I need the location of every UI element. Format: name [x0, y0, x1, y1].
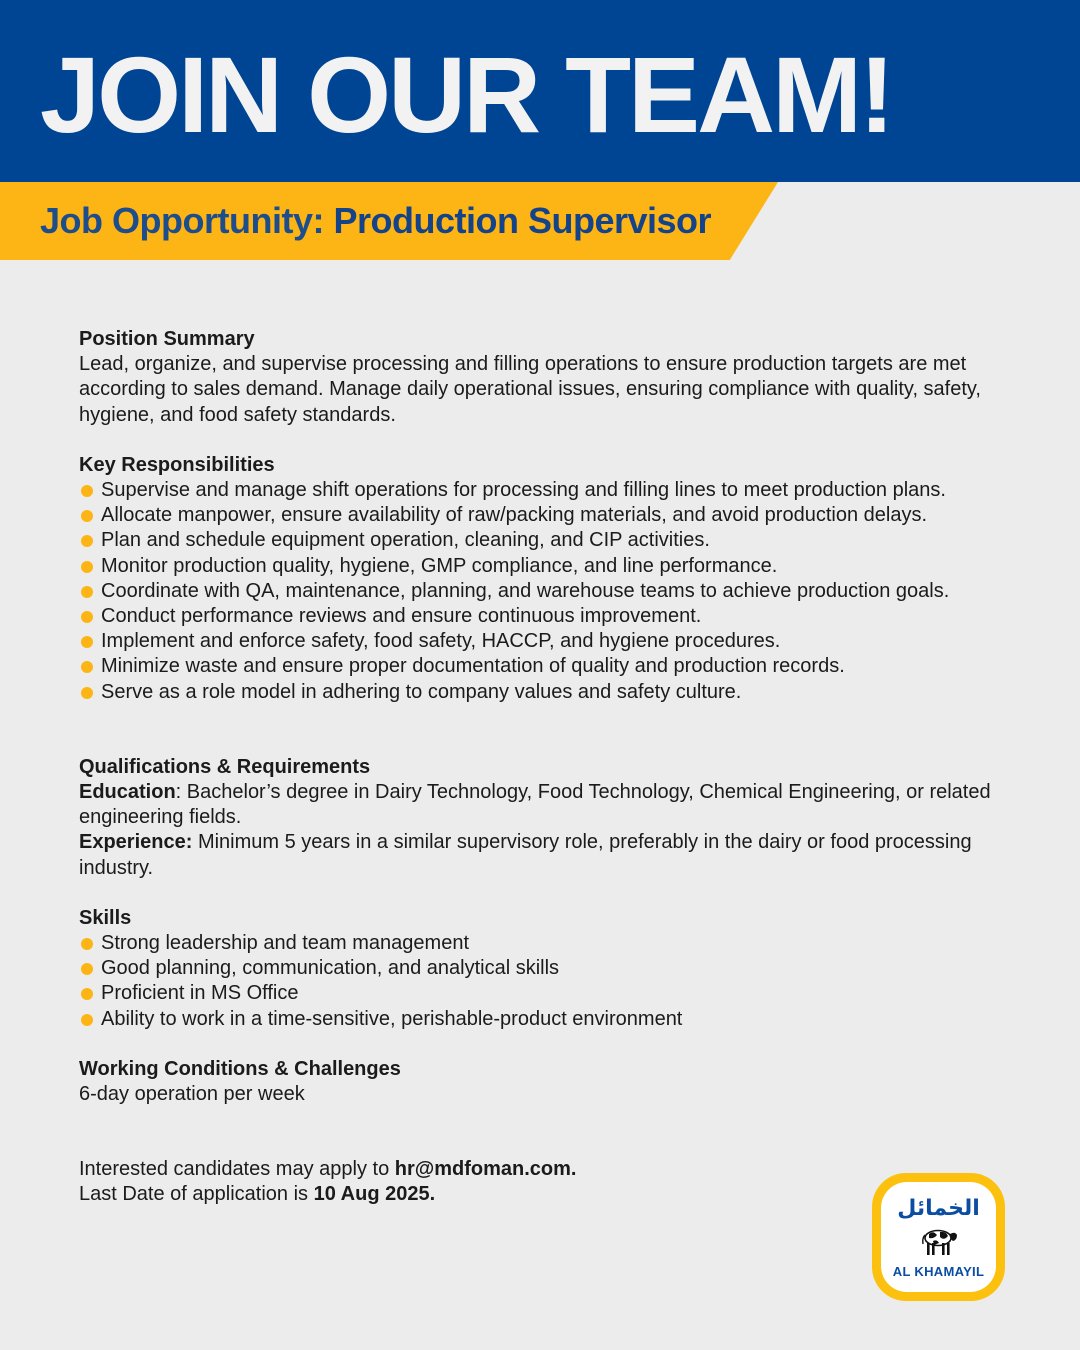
company-logo [872, 1173, 1005, 1301]
apply-email: hr@mdfoman.com. [394, 1158, 577, 1181]
list-item: Strong leadership and team management [79, 931, 1019, 956]
cow-icon [919, 1224, 959, 1258]
bullet-icon [81, 1014, 93, 1026]
job-title-prefix: Job Opportunity: [40, 200, 334, 241]
list-item: Supervise and manage shift operations for processing and filling lines to meet production plans. [79, 478, 1019, 503]
job-description [79, 327, 1019, 1208]
list-item: Implement and enforce safety, food safety, HACCP, and hygiene procedures. [79, 629, 1019, 654]
list-item: Proficient in MS Office [79, 981, 1019, 1006]
list-item: Monitor production quality, hygiene, GMP compliance, and line performance. [79, 554, 1019, 579]
experience-label: Experience: [79, 831, 193, 854]
bullet-icon [81, 963, 93, 975]
bullet-icon [81, 485, 93, 497]
list-item: Ability to work in a time-sensitive, perishable-product environment [79, 1007, 1019, 1032]
list-item: Allocate manpower, ensure availability of raw/packing materials, and avoid production delays. [79, 503, 1019, 528]
job-title [40, 199, 711, 243]
headline: JOIN OUR TEAM! [40, 34, 893, 155]
bullet-icon [81, 611, 93, 623]
skills-list [79, 931, 1019, 1032]
bullet-icon [81, 586, 93, 598]
education-label: Education [79, 781, 176, 804]
bullet-icon [81, 988, 93, 1000]
list-item: Good planning, communication, and analytical skills [79, 956, 1019, 981]
list-item: Conduct performance reviews and ensure continuous improvement. [79, 604, 1019, 629]
education-text: Education: Bachelor’s degree in Dairy Technology, Food Technology, Chemical Engineering, or related engineering fields. [79, 781, 991, 829]
responsibilities-heading: Key Responsibilities [79, 453, 275, 476]
list-item: Minimize waste and ensure proper documentation of quality and production records. [79, 654, 1019, 679]
bullet-icon [81, 510, 93, 522]
apply-line: Interested candidates may apply to hr@mdfoman.com. [79, 1158, 577, 1181]
position-summary-text: Lead, organize, and supervise processing and filling operations to ensure production targets are met according to sales demand. Manage daily operational issues, ensuring compliance with quality, safety, hygiene, and food safety standards. [79, 353, 981, 426]
list-item: Serve as a role model in adhering to company values and safety culture. [79, 680, 1019, 705]
logo-english-name: AL KHAMAYIL [892, 1264, 985, 1279]
responsibilities-list [79, 478, 1019, 705]
bullet-icon [81, 535, 93, 547]
qualifications-heading: Qualifications & Requirements [79, 755, 371, 778]
bullet-icon [81, 938, 93, 950]
deadline-date: 10 Aug 2025. [313, 1183, 436, 1206]
logo-arabic-name: الخمائل [897, 1196, 980, 1221]
deadline-line: Last Date of application is 10 Aug 2025. [79, 1183, 436, 1206]
logo-badge [881, 1182, 996, 1292]
experience-text: Experience: Minimum 5 years in a similar supervisory role, preferably in the dairy or food processing industry. [79, 831, 972, 879]
job-role: Production Supervisor [333, 200, 712, 241]
list-item: Plan and schedule equipment operation, cleaning, and CIP activities. [79, 528, 1019, 553]
skills-heading: Skills [79, 906, 132, 929]
bullet-icon [81, 636, 93, 648]
list-item: Coordinate with QA, maintenance, planning, and warehouse teams to achieve production goals. [79, 579, 1019, 604]
working-conditions-text: 6-day operation per week [79, 1083, 305, 1106]
position-summary-heading: Position Summary [79, 328, 255, 350]
bullet-icon [81, 687, 93, 699]
bullet-icon [81, 561, 93, 573]
bullet-icon [81, 661, 93, 673]
working-conditions-heading: Working Conditions & Challenges [79, 1057, 401, 1080]
